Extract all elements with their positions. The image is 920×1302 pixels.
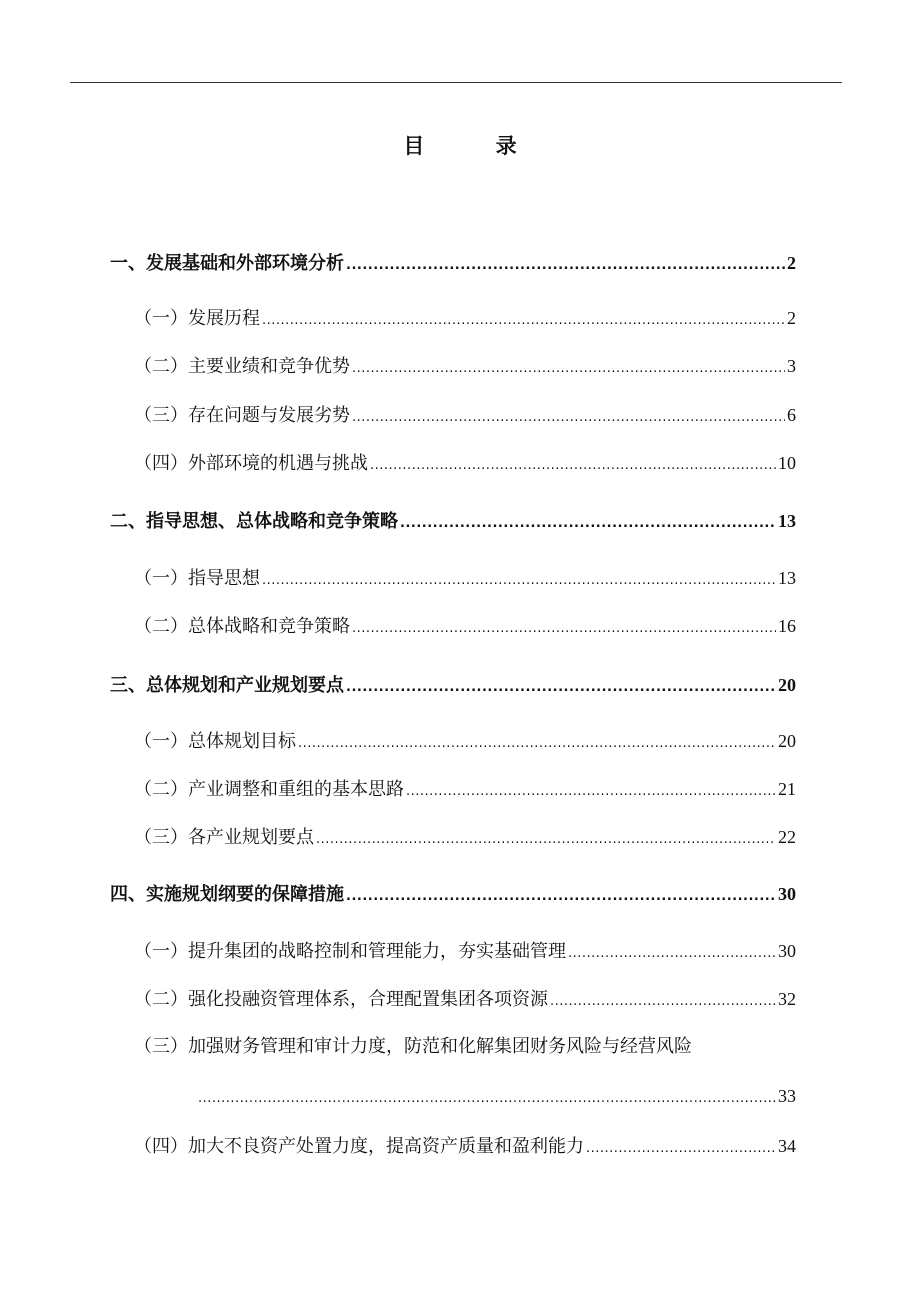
toc-dot-leader [352,616,776,642]
toc-entry-section-1-2[interactable] [134,353,796,382]
toc-entry-text: （三）存在问题与发展劣势 [134,405,350,426]
toc-page-number: 16 [778,616,796,636]
toc-entry-section-3-2[interactable] [134,776,796,805]
toc-entry-section-1-3[interactable] [134,402,796,431]
toc-page-number: 13 [778,568,796,588]
toc-dot-leader [262,308,785,334]
toc-entry-section-2-1[interactable] [134,565,796,594]
toc-dot-leader [198,1086,776,1112]
toc-page-number: 34 [778,1136,796,1156]
toc-entry-section-4-4[interactable] [134,1133,796,1162]
toc-entry-text: （一）指导思想 [134,568,260,589]
page-title: 目 录 [403,133,549,158]
toc-dot-leader [346,884,776,910]
toc-entry-section-1[interactable] [110,250,796,279]
header-rule [70,82,842,83]
toc-dot-leader [568,941,776,967]
toc-entry-text: 四、实施规划纲要的保障措施 [110,884,344,905]
toc-entry-section-1-4[interactable] [134,450,796,479]
toc-entry-text: 一、发展基础和外部环境分析 [110,253,344,274]
toc-dot-leader [586,1136,776,1162]
toc-page-number: 21 [778,779,796,799]
toc-entry-section-4[interactable] [110,881,796,910]
toc-entry-text: （一）总体规划目标 [134,731,296,752]
toc-page-number: 22 [778,827,796,847]
toc-dot-leader [550,989,776,1015]
toc-dot-leader [352,405,785,431]
toc-page-number: 2 [787,308,796,328]
toc-dot-leader [298,731,776,757]
toc-entry-section-4-1[interactable] [134,938,796,967]
toc-entry-section-4-3-continuation[interactable] [196,1083,796,1112]
toc-entry-text: 二、指导思想、总体战略和竞争策略 [110,511,398,532]
toc-page-number: 33 [778,1086,796,1106]
toc-page-number: 30 [778,884,796,904]
toc-page-number: 32 [778,989,796,1009]
toc-entry-section-4-3[interactable] [134,1034,796,1060]
toc-entry-text: （四）外部环境的机遇与挑战 [134,453,368,474]
toc-entry-section-4-2[interactable] [134,986,796,1015]
toc-dot-leader [400,511,776,537]
toc-entry-text: （四）加大不良资产处置力度，提高资产质量和盈利能力 [134,1136,584,1157]
toc-dot-leader [262,568,776,594]
toc-dot-leader [346,675,776,701]
toc-page-number: 13 [778,511,796,531]
toc-entry-section-1-1[interactable] [134,305,796,334]
toc-entry-section-3-3[interactable] [134,824,796,853]
toc-entry-text: （一）提升集团的战略控制和管理能力，夯实基础管理 [134,941,566,962]
toc-entry-section-3-1[interactable] [134,728,796,757]
toc-page-number: 20 [778,675,796,695]
toc-page-number: 20 [778,731,796,751]
toc-entry-text: （三）各产业规划要点 [134,827,314,848]
toc-entry-text: （一）发展历程 [134,308,260,329]
toc-entry-section-3[interactable] [110,672,796,701]
toc-dot-leader [352,356,785,382]
toc-entry-text: （二）总体战略和竞争策略 [134,616,350,637]
toc-page-number: 30 [778,941,796,961]
toc-entry-section-2[interactable] [110,508,796,537]
toc-page-number: 6 [787,405,796,425]
toc-dot-leader [316,827,776,853]
toc-entry-text: 三、总体规划和产业规划要点 [110,675,344,696]
toc-entry-text: （二）强化投融资管理体系，合理配置集团各项资源 [134,989,548,1010]
toc-entry-section-2-2[interactable] [134,613,796,642]
toc-entry-text: （二）产业调整和重组的基本思路 [134,779,404,800]
toc-dot-leader [346,253,785,279]
toc-page-number: 2 [787,253,796,273]
toc-entry-text: （二）主要业绩和竞争优势 [134,356,350,377]
toc-page-number: 10 [778,453,796,473]
toc-dot-leader [406,779,776,805]
toc-page-number: 3 [787,356,796,376]
toc-dot-leader [370,453,776,479]
toc-entry-text: （三）加强财务管理和审计力度，防范和化解集团财务风险与经营风险 [134,1036,692,1057]
